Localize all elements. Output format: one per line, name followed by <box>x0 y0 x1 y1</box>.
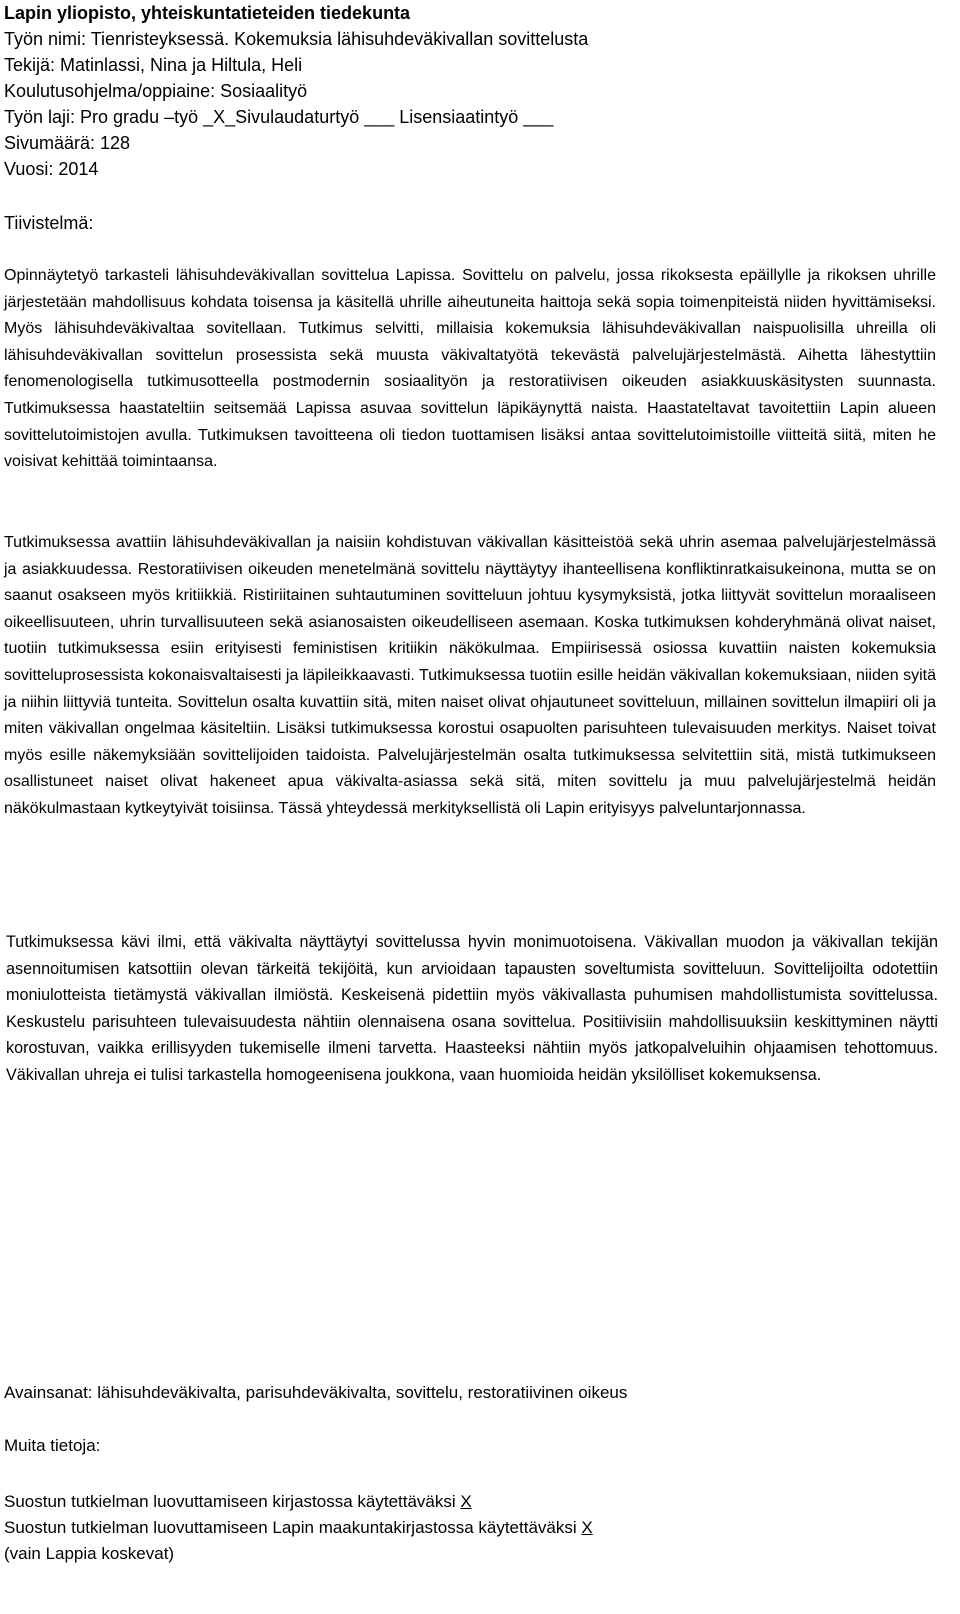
consent-regional-line <box>4 1515 593 1541</box>
consent-library-line <box>4 1489 472 1515</box>
abstract-heading: Tiivistelmä: <box>4 213 94 233</box>
year-line: Vuosi: 2014 <box>4 159 99 179</box>
authors-line: Tekijä: Matinlassi, Nina ja Hiltula, Heli <box>4 55 303 75</box>
abstract-paragraph-2: Tutkimuksessa avattiin lähisuhdeväkivallan ja naisiin kohdistuvan väkivallan käsitteistöä sekä uhrin asemaa palvelujärjestelmässä ja asiakkuudessa. Restoratiivisen oikeuden menetelmänä sovittelu näyttäytyy ihanteellisena konfliktinratkaisukeinona, mutta se on saanut osakseen myös kritiikkiä. Ristiriitainen suhtautuminen sovitteluun johtuu kysymyksistä, jotka liittyvät sovittelun moraaliseen oikeellisuuteen, uhrin turvallisuuteen sekä asianosaisten oikeudelliseen asemaan. Koska tutkimuksen kohderyhmänä olivat naiset, tuotiin tutkimuksessa esiin erityisesti feministisen kritiikin näkökulmaa. Empiirisessä osiossa kuvattiin naisten kokemuksia sovitteluprosessista kokonaisvaltaisesti ja läpileikkaavasti. Tutkimuksessa tuotiin esille heidän väkivallan kokemuksiaan, niiden syitä ja niihin liittyviä tunteita. Sovittelun osalta kuvattiin sitä, miten naiset olivat ohjautuneet sovitteluun, millainen sovittelun ilmapiiri oli ja miten väkivallan ongelmaa käsiteltiin. Lisäksi tutkimuksessa korostui osapuolten parisuhteen tulevaisuuden merkitys. Naiset toivat myös esille näkemyksiään sovittelijoiden taidoista. Palvelujärjestelmän osalta tutkimuksessa selvitettiin sitä, mistä tutkimukseen osallistuneet naiset olivat hakeneet apua väkivalta-asiassa sekä sitä, miten sovittelu ja muu palvelujärjestelmä heidän näkökulmastaan kytkeytyivät toisiinsa. Tässä yhteydessä merkityksellistä oli Lapin erityisyys palveluntarjonnassa. <box>4 534 937 817</box>
keywords-line: Avainsanat: lähisuhdeväkivalta, parisuhdeväkivalta, sovittelu, restoratiivinen oikeus <box>4 1383 628 1402</box>
consent-regional-mark: X <box>581 1518 593 1537</box>
other-info-line: Muita tietoja: <box>4 1436 101 1455</box>
consent-regional-note: (vain Lappia koskevat) <box>4 1544 175 1563</box>
faculty-heading: Lapin yliopisto, yhteiskuntatieteiden tiedekunta <box>4 3 411 23</box>
page-count-line: Sivumäärä: 128 <box>4 133 131 153</box>
work-type-line: Työn laji: Pro gradu –työ _X_Sivulaudaturtyö ___ Lisensiaatintyö ___ <box>4 107 554 127</box>
consent-regional-text: Suostun tutkielman luovuttamiseen Lapin maakuntakirjastossa käytettäväksi <box>4 1518 582 1537</box>
consent-library-mark: X <box>460 1492 472 1511</box>
consent-library-text: Suostun tutkielman luovuttamiseen kirjastossa käytettäväksi <box>4 1492 461 1511</box>
abstract-paragraph-1: Opinnäytetyö tarkasteli lähisuhdeväkivallan sovittelua Lapissa. Sovittelu on palvelu, jossa rikoksesta epäillylle ja rikoksen uhrille järjestetään mahdollisuus kohdata toisensa ja käsitellä uhrille aiheutuneita haittoja sekä sopia toimenpiteistä niiden hyvittämiseksi. Myös lähisuhdeväkivaltaa sovitellaan. Tutkimus selvitti, millaisia kokemuksia lähisuhdeväkivallan naispuolisilla uhreilla oli lähisuhdeväkivallan sovittelun prosessista sekä muusta väkivaltatyötä tekevästä palvelujärjestelmästä. Aihetta lähestyttiin fenomenologisella tutkimusotteella postmodernin sosiaalityön ja restoratiivisen oikeuden asiakkuuskäsitysten suunnasta. Tutkimuksessa haastateltiin seitsemää Lapissa asuvaa sovittelun läpikäynyttä naista. Haastateltavat tavoitettiin Lapin alueen sovittelutoimistojen avulla. Tutkimuksen tavoitteena oli tiedon tuottamisen lisäksi antaa sovittelutoimistoille viitteitä siitä, miten he voisivat kehittää toimintaansa. <box>4 267 936 471</box>
thesis-abstract-page <box>4 0 944 1614</box>
programme-line: Koulutusohjelma/oppiaine: Sosiaalityö <box>4 81 308 101</box>
thesis-title: Työn nimi: Tienristeyksessä. Kokemuksia lähisuhdeväkivallan sovittelusta <box>4 29 589 49</box>
abstract-paragraph-3: Tutkimuksessa kävi ilmi, että väkivalta näyttäytyi sovittelussa hyvin monimuotoisena. Väkivallan muodon ja väkivallan tekijän asennoitumisen katsottiin olevan tärkeitä tekijöitä, kun arvioidaan tapausten soveltumista sovitteluun. Sovittelijoilta odotettiin moniulotteista tietämystä väkivallan ilmiöstä. Keskeisenä pidettiin myös väkivallasta puhumisen mahdollistumista sovittelussa. Keskustelu parisuhteen tulevaisuudesta nähtiin olennaisena osana sovittelua. Positiivisiin mahdollisuuksiin keskittyminen näytti korostuvan, vaikka erillisyyden tukemiselle ilmeni tarvetta. Haasteeksi nähtiin myös jatkopalveluihin ohjaamisen tehottomuus. Väkivallan uhreja ei tulisi tarkastella homogeenisena joukkona, vaan huomioida heidän yksilölliset kokemuksensa. <box>6 933 938 1084</box>
